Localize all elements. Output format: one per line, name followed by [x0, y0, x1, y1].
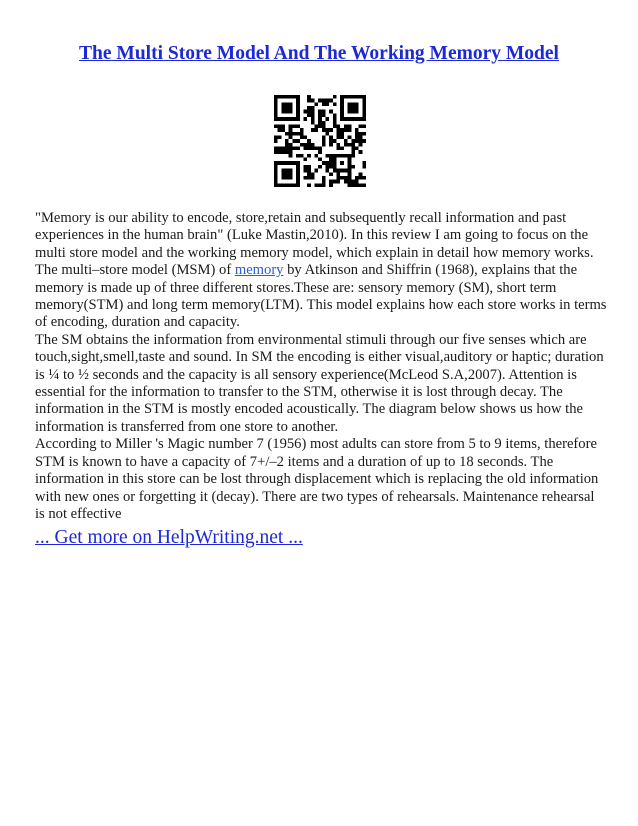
memory-link[interactable]: memory [234, 262, 284, 279]
paragraph-sensory-memory: The SM obtains the information from environmental stimuli through our five senses which are touch,sight,smell,taste and sound. In SM the encoding is either visual,auditory or haptic; duration is ¼ to ½ seconds and the capacity is all sensory experience(McLeod S.A,2007). Attention is essential for the information to transfer to the STM, otherwise it is lost through decay. The information in the STM is mostly encoded acoustically. The diagram below shows us how the information is transferred from one store to another. [35, 331, 604, 435]
paragraph-msm-text-start: The multi–store model (MSM) of [35, 262, 235, 279]
page-title [0, 43, 638, 65]
article-body [35, 210, 607, 523]
paragraph-intro: "Memory is our ability to encode, store,retain and subsequently recall information and past experiences in the human brain" (Luke Mastin,2010). In this review I am going to focus on the multi store model and the working memory model, which explain in detail how memory works. [35, 210, 594, 261]
paragraph-short-term-memory: According to Miller 's Magic number 7 (1956) most adults can store from 5 to 9 items, therefore STM is known to have a capacity of 7+/–2 items and a duration of up to 18 seconds. The information in this store can be lost through displacement which is replacing the old information with new ones or forgetting it (decay). There are two types of rehearsals. Maintenance rehearsal is not effective [35, 436, 599, 522]
more-link-container [35, 527, 303, 549]
title-link[interactable]: The Multi Store Model And The Working Memory Model [79, 43, 559, 64]
paragraph-msm [35, 262, 607, 332]
paragraph-msm-text-end: by Atkinson and Shiffrin (1968), explains that the memory is made up of three different stores.These are: sensory memory (SM), short term memory(STM) and long term memory(LTM). This model explains how each store works in terms of encoding, duration and capacity. [35, 262, 607, 331]
get-more-link[interactable]: ... Get more on HelpWriting.net ... [35, 527, 303, 548]
qr-code-icon [274, 95, 366, 187]
